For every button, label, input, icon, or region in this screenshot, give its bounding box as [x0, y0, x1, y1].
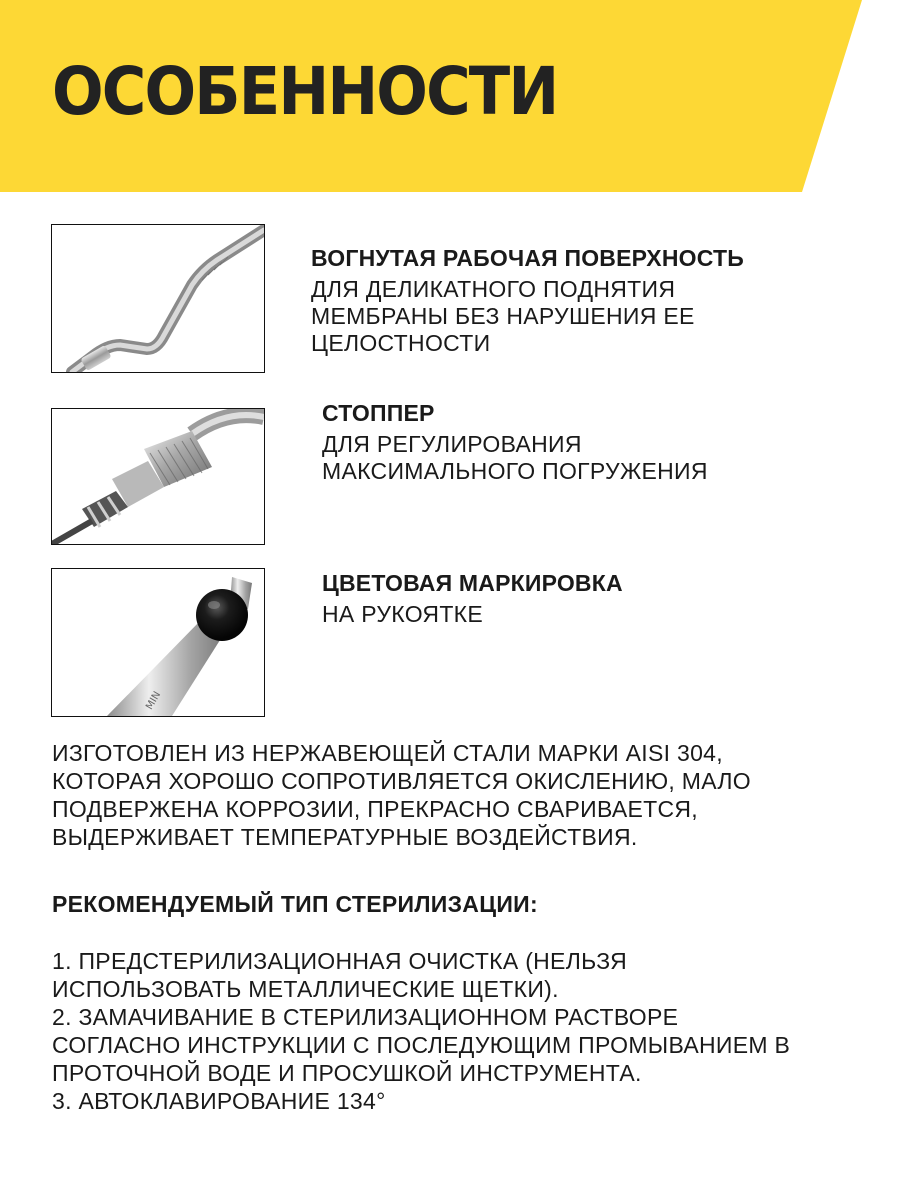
page-title: ОСОБЕННОСТИ [52, 53, 558, 130]
feature-title: ЦВЕТОВАЯ МАРКИРОВКА [322, 570, 623, 596]
feature-title: ВОГНУТАЯ РАБОЧАЯ ПОВЕРХНОСТЬ [311, 245, 744, 271]
sterilization-steps: 1. ПРЕДСТЕРИЛИЗАЦИОННАЯ ОЧИСТКА (НЕЛЬЗЯ ИСПОЛЬЗОВАТЬ МЕТАЛЛИЧЕСКИЕ ЩЕТКИ). 2. ЗАМАЧИВАНИЕ В СТЕРИЛИЗАЦИОННОМ РАСТВОРЕ СОГЛАСНО ИНСТРУКЦИИ С ПОСЛЕДУЮЩИМ ПРОМЫВАНИЕМ В ПРОТОЧНОЙ ВОДЕ И ПРОСУШКОЙ ИНСТРУМЕНТА. 3. АВТОКЛАВИРОВАНИЕ 134° [52, 948, 791, 1114]
instrument-tip-photo [51, 224, 265, 373]
material-description [52, 739, 852, 851]
instrument-stopper-photo [51, 408, 265, 545]
feature-description: НА РУКОЯТКЕ [322, 601, 484, 627]
feature-description: ДЛЯ РЕГУЛИРОВАНИЯ МАКСИМАЛЬНОГО ПОГРУЖЕНИЯ [322, 431, 708, 484]
header-banner [0, 0, 900, 192]
material-text: ИЗГОТОВЛЕН ИЗ НЕРЖАВЕЮЩЕЙ СТАЛИ МАРКИ AISI 304, КОТОРАЯ ХОРОШО СОПРОТИВЛЯЕТСЯ ОКИСЛЕНИЮ, МАЛО ПОДВЕРЖЕНА КОРРОЗИИ, ПРЕКРАСНО СВАРИВАЕТСЯ, ВЫДЕРЖИВАЕТ ТЕМПЕРАТУРНЫЕ ВОЗДЕЙСТВИЯ. [52, 740, 751, 850]
feature-color-marking [322, 569, 623, 628]
feature-concave-surface [311, 244, 744, 357]
feature-stopper [322, 399, 708, 485]
feature-description: ДЛЯ ДЕЛИКАТНОГО ПОДНЯТИЯ МЕМБРАНЫ БЕЗ НАРУШЕНИЯ ЕЕ ЦЕЛОСТНОСТИ [311, 276, 695, 356]
sterilization-heading: РЕКОМЕНДУЕМЫЙ ТИП СТЕРИЛИЗАЦИИ: [52, 891, 538, 917]
instrument-handle-photo [51, 568, 265, 717]
sterilization-section [52, 890, 852, 1115]
feature-title: СТОППЕР [322, 400, 435, 426]
engraving-logo: MIN [144, 689, 164, 712]
